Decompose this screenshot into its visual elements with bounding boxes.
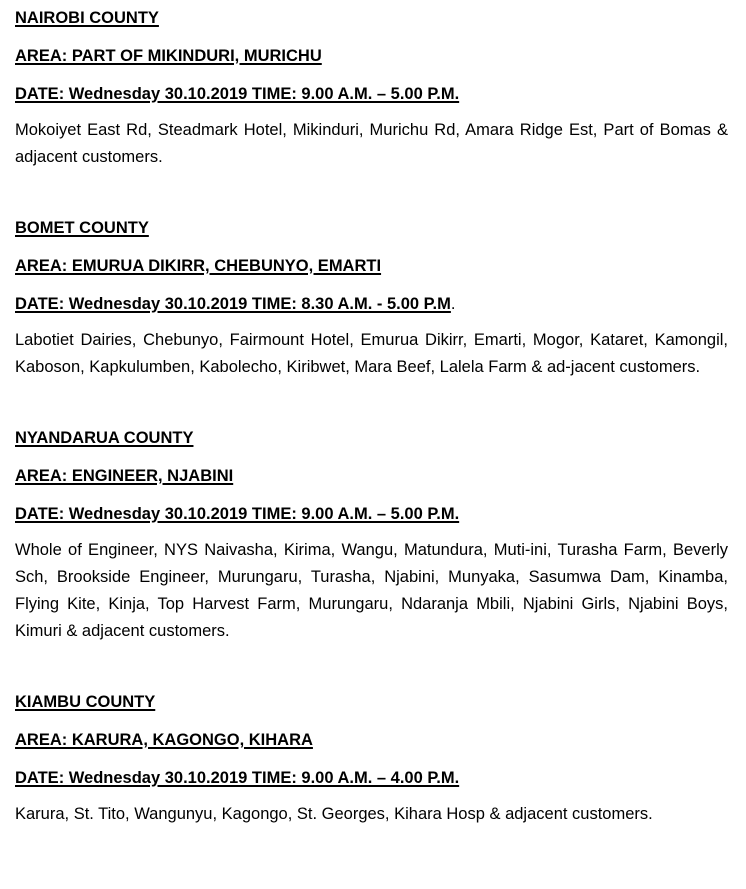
- area-line: AREA: KARURA, KAGONGO, KIHARA: [15, 731, 313, 749]
- affected-locations: Whole of Engineer, NYS Naivasha, Kirima, Wangu, Matundura, Muti-ini, Turasha Farm, Beverly Sch, Brookside Engineer, Murungaru, Turasha, Njabini, Munyaka, Sasumwa Dam, Kinamba, Flying Kite, Kinja, Top Harvest Farm, Murungaru, Ndaranja Mbili, Njabini Girls, Njabini Boys, Kimuri & adjacent customers.: [15, 541, 728, 640]
- area-line: AREA: PART OF MIKINDURI, MURICHU: [15, 47, 322, 65]
- area-line: AREA: EMURUA DIKIRR, CHEBUNYO, EMARTI: [15, 257, 382, 275]
- affected-locations: Labotiet Dairies, Chebunyo, Fairmount Hotel, Emurua Dikirr, Emarti, Mogor, Kataret, Kamongil, Kaboson, Kapkulumben, Kabolecho, Kiribwet, Mara Beef, Lalela Farm & ad-jacent customers.: [15, 331, 728, 376]
- affected-locations: Mokoiyet East Rd, Steadmark Hotel, Mikinduri, Murichu Rd, Amara Ridge Est, Part of Bomas & adjacent customers.: [15, 121, 728, 166]
- date-time-line: DATE: Wednesday 30.10.2019 TIME: 9.00 A.M. – 5.00 P.M.: [15, 505, 460, 523]
- county-title: KIAMBU COUNTY: [15, 693, 156, 711]
- county-section-bomet: [15, 218, 728, 381]
- date-time-line: DATE: Wednesday 30.10.2019 TIME: 8.30 A.M. - 5.00 P.M.: [15, 295, 456, 313]
- date-suffix: .: [450, 295, 456, 313]
- county-title: BOMET COUNTY: [15, 219, 149, 237]
- county-section-kiambu: [15, 692, 728, 828]
- county-title: NYANDARUA COUNTY: [15, 429, 194, 447]
- date-time-line: DATE: Wednesday 30.10.2019 TIME: 9.00 A.M. – 4.00 P.M.: [15, 769, 460, 787]
- county-title: NAIROBI COUNTY: [15, 9, 159, 27]
- county-section-nairobi: [15, 8, 728, 171]
- affected-locations: Karura, St. Tito, Wangunyu, Kagongo, St. Georges, Kihara Hosp & adjacent customers.: [15, 805, 653, 823]
- county-section-nyandarua: [15, 428, 728, 645]
- date-time-line: DATE: Wednesday 30.10.2019 TIME: 9.00 A.M. – 5.00 P.M.: [15, 85, 460, 103]
- area-line: AREA: ENGINEER, NJABINI: [15, 467, 234, 485]
